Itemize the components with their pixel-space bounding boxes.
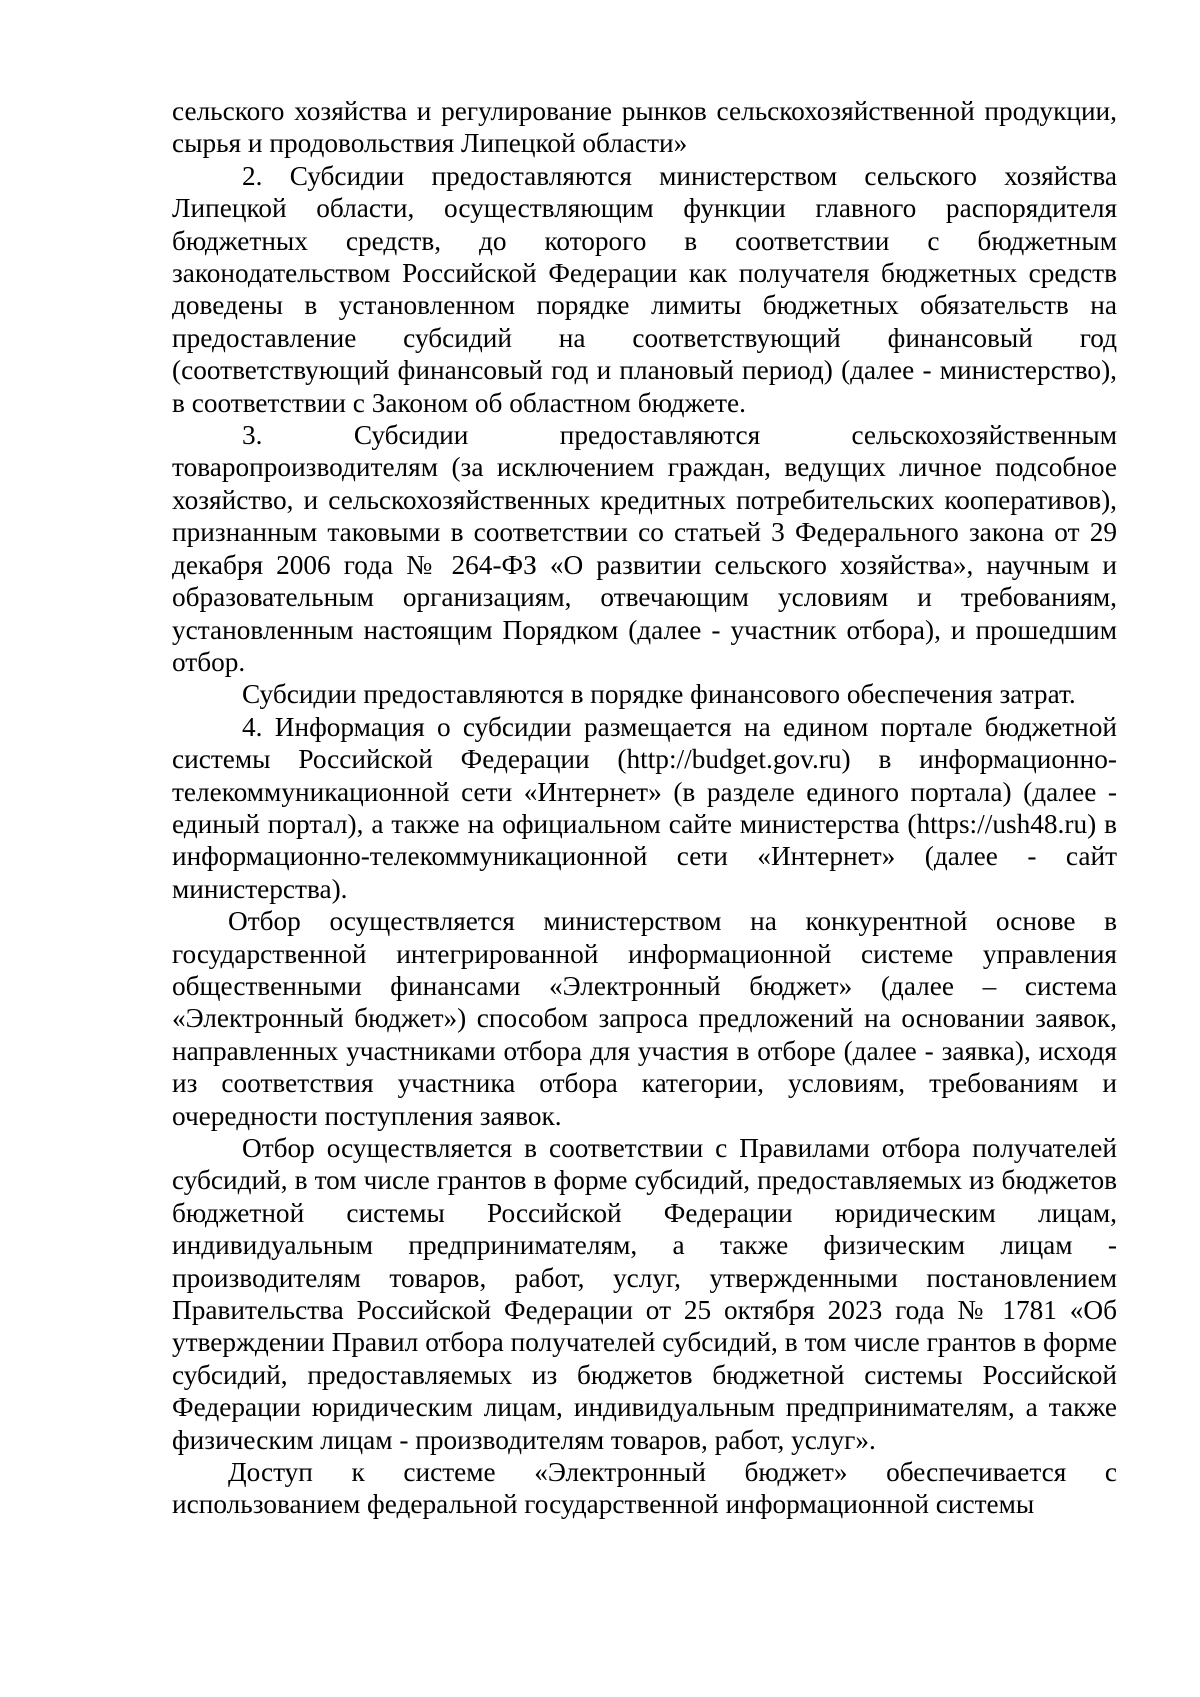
paragraph-access: Доступ к системе «Электронный бюджет» обеспечивается с использованием федеральной государственной информационной системы	[172, 1457, 1117, 1520]
paragraph-4-information: 4. Информация о субсидии размещается на едином портале бюджетной системы Российской Федерации (http://budget.gov.ru) в информационно-телекоммуникационной сети «Интернет» (в разделе единого портала) (далее - единый портал), а также на официальном сайте министерства (https://ush48.ru) в информационно-телекоммуникационной сети «Интернет» (далее - сайт министерства).	[172, 711, 1117, 904]
paragraph-selection-rules: Отбор осуществляется в соответствии с Правилами отбора получателей субсидий, в том числе грантов в форме субсидий, предоставляемых из бюджетов бюджетной системы Российской Федерации юридическим лицам, индивидуальным предпринимателям, а также физическим лицам - производителям товаров, работ, услуг, утвержденными постановлением Правительства Российской Федерации от 25 октября 2023 года № 1781 «Об утверждении Правил отбора получателей субсидий, в том числе грантов в форме субсидий, предоставляемых из бюджетов бюджетной системы Российской Федерации юридическим лицам, индивидуальным предпринимателям, а также физическим лицам - производителям товаров, работ, услуг».	[172, 1133, 1117, 1455]
paragraph-1-continuation: сельского хозяйства и регулирование рынков сельскохозяйственной продукции, сырья и продовольствия Липецкой области»	[172, 96, 1117, 159]
paragraph-2-ministry: 2. Субсидии предоставляются министерством сельского хозяйства Липецкой области, осуществляющим функции главного распорядителя бюджетных средств, до которого в соответствии с бюджетным законодательством Российской Федерации как получателя бюджетных средств доведены в установленном порядке лимиты бюджетных обязательств на предоставление субсидий на соответствующий финансовый год (соответствующий финансовый год и плановый период) (далее - министерство), в соответствии с Законом об областном бюджете.	[172, 160, 1117, 418]
document-body	[172, 95, 1117, 1521]
paragraph-selection: Отбор осуществляется министерством на конкурентной основе в государственной интегрированной информационной системе управления общественными финансами «Электронный бюджет» (далее – система «Электронный бюджет») способом запроса предложений на основании заявок, направленных участниками отбора для участия в отборе (далее - заявка), исходя из соответствия участника отбора категории, условиям, требованиям и очередности поступления заявок.	[172, 906, 1117, 1131]
paragraph-financing: Субсидии предоставляются в порядке финансового обеспечения затрат.	[242, 679, 1076, 710]
paragraph-3-recipients: 3. Субсидии предоставляются сельскохозяйственным товаропроизводителям (за исключением граждан, ведущих личное подсобное хозяйство, и сельскохозяйственных кредитных потребительских кооперативов), признанным таковыми в соответствии со статьей 3 Федерального закона от 29 декабря 2006 года № 264-ФЗ «О развитии сельского хозяйства», научным и образовательным организациям, отвечающим условиям и требованиям, установленным настоящим Порядком (далее - участник отбора), и прошедшим отбор.	[172, 420, 1117, 677]
